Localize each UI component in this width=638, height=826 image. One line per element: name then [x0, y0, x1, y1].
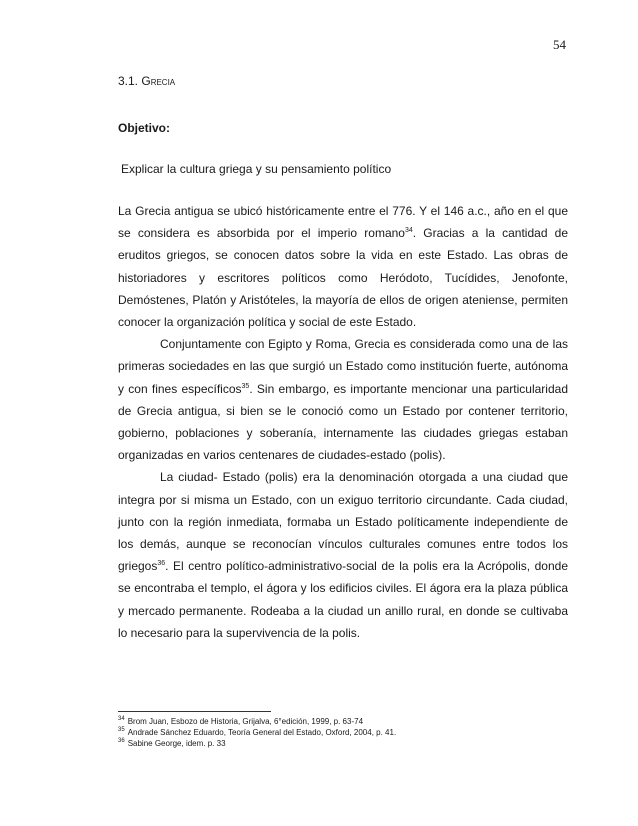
- footnote-reference: 36: [157, 560, 166, 568]
- paragraph: [118, 466, 568, 644]
- footnote-number: 35: [118, 727, 125, 734]
- footnotes: [118, 716, 568, 749]
- body-text: [118, 200, 568, 644]
- footnote: [118, 727, 568, 738]
- objective-text: Explicar la cultura griega y su pensamiento político: [121, 162, 392, 176]
- objective-label: Objetivo:: [118, 121, 171, 135]
- paragraph-text: . El centro político-administrativo-social de la polis era la Acrópolis, donde se encontraba el templo, el ágora y los edificios civiles. El ágora era la plaza pública y mercado permanente. Rodeaba a la ciudad un anillo rural, en donde se cultivaba lo necesario para la supervivencia de la polis.: [118, 559, 568, 640]
- paragraph-text: . Sin embargo, es importante mencionar una particularidad de Grecia antigua, si bien se le conoció como un Estado por contener territorio, gobierno, poblaciones y soberanía, internamente las ciudades griegas estaban organizadas en varios centenares de ciudades-estado (polis).: [118, 381, 568, 463]
- footnote-number: 36: [118, 738, 125, 745]
- footnote-reference: 35: [241, 382, 250, 390]
- paragraph-text: Conjuntamente con Egipto y Roma, Grecia es considerada como una de las primeras sociedades en las que surgió un Estado como institución fuerte, autónoma y con fines específicos: [118, 337, 568, 396]
- footnote-divider: [118, 711, 271, 712]
- paragraph: [118, 333, 568, 466]
- footnote: [118, 716, 568, 727]
- footnote-number: 34: [118, 716, 125, 723]
- section-title: Grecia: [141, 74, 176, 88]
- footnote-reference: 34: [404, 227, 413, 235]
- footnote-text: Sabine George, idem. p. 33: [127, 739, 226, 748]
- paragraph: [118, 200, 568, 333]
- paragraph-text: La Grecia antigua se ubicó históricamente entre el 776. Y el 146 a.c., año en el que se considera es absorbida por el imperio romano: [118, 204, 568, 241]
- section-number: 3.1.: [118, 74, 139, 88]
- page-number: 54: [553, 37, 566, 52]
- section-heading: [118, 74, 175, 88]
- paragraph-text: La ciudad- Estado (polis) era la denominación otorgada a una ciudad que integra por si misma un Estado, con un exiguo territorio circundante. Cada ciudad, junto con la región inmediata, formaba un Estado políticamente independiente de los demás, aunque se reconocían vínculos culturales comunes entre todos los griegos: [118, 470, 568, 574]
- paragraph-text: . Gracias a la cantidad de eruditos griegos, se conocen datos sobre la vida en este Estado. Las obras de historiadores y escritores políticos como Heródoto, Tucídides, Jenofonte, Demóstenes, Platón y Aristóteles, la mayoría de ellos de origen ateniense, permiten conocer la organización política y social de este Estado.: [118, 226, 569, 330]
- footnote-text: Andrade Sánchez Eduardo, Teoría General del Estado, Oxford, 2004, p. 41.: [127, 728, 397, 737]
- footnote-text: Brom Juan, Esbozo de Historia, Grijalva, 6°edición, 1999, p. 63-74: [127, 717, 364, 726]
- footnote: [118, 738, 568, 749]
